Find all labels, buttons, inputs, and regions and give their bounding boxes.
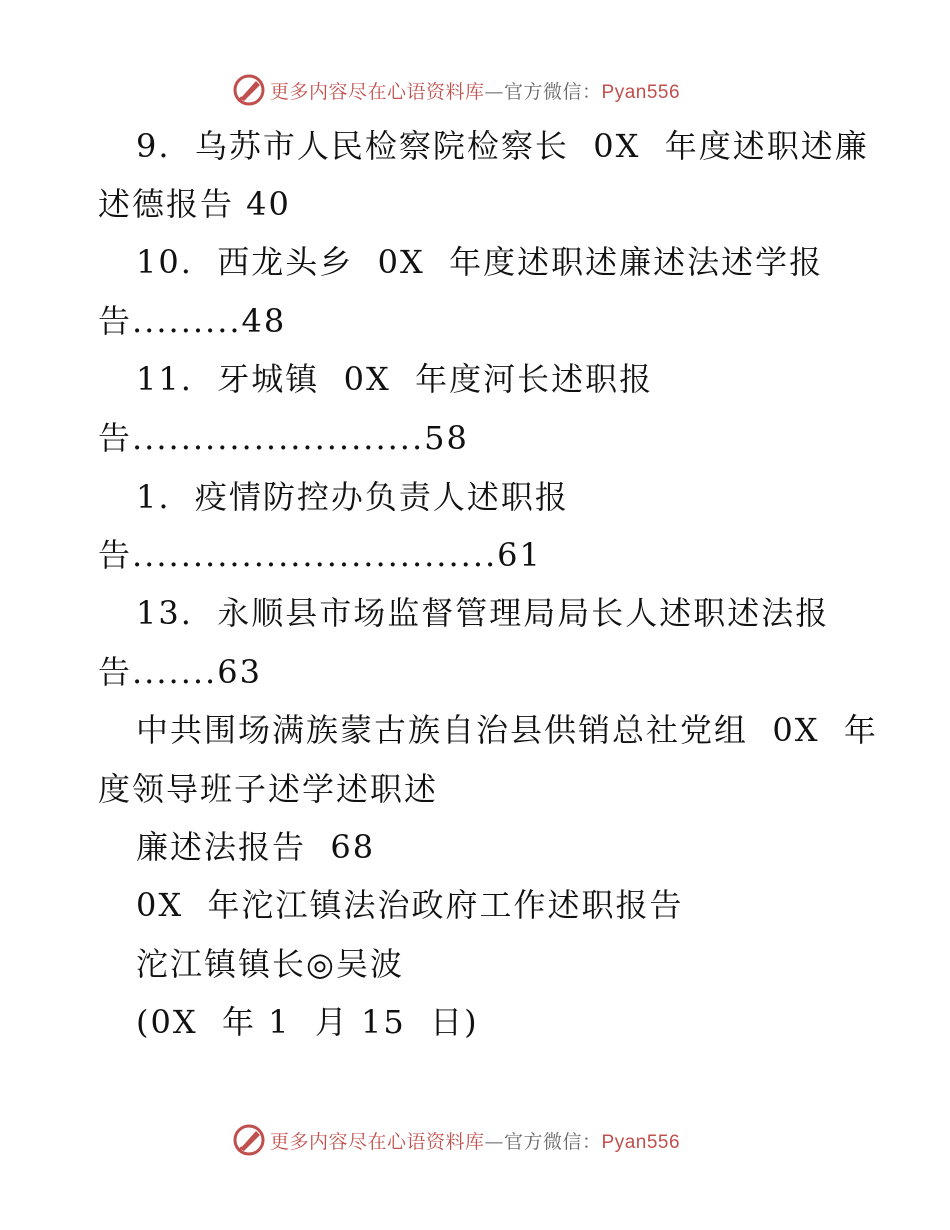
toc-entry-1: 1. 疫情防控办负责人述职报	[136, 478, 569, 516]
report-title: 0X 年沱江镇法治政府工作述职报告	[136, 886, 684, 924]
watermark-slogan: 更多内容尽在心语资料库	[270, 1130, 485, 1153]
toc-entry-1-cont: 告..............................61	[98, 536, 542, 574]
watermark-wechat-id: Pyan556	[601, 1131, 681, 1153]
toc-entry-11: 11. 牙城镇 0X 年度河长述职报	[136, 360, 654, 398]
toc-entry-weichang: 中共围场满族蒙古族自治县供销总社党组 0X 年	[136, 711, 878, 749]
toc-entry-9: 9. 乌苏市人民检察院检察长 0X 年度述职述廉	[136, 127, 869, 165]
watermark-header	[232, 70, 680, 110]
watermark-dash: —	[484, 1130, 505, 1153]
report-date: (0X 年 1 月 15 日)	[136, 1003, 479, 1041]
watermark-footer	[232, 1120, 680, 1160]
toc-entry-weichang-cont: 度领导班子述学述职述	[98, 770, 439, 808]
watermark-text	[270, 77, 680, 104]
watermark-wechat-label: 官方微信：	[504, 1130, 602, 1153]
toc-entry-10: 10. 西龙头乡 0X 年度述职述廉述法述学报	[136, 243, 824, 281]
toc-entry-weichang-cont2: 廉述法报告 68	[136, 828, 376, 866]
watermark-dash: —	[484, 80, 505, 103]
toc-entry-9-cont: 述德报告 40	[98, 185, 291, 223]
watermark-wechat-id: Pyan556	[601, 81, 681, 103]
toc-entry-13: 13. 永顺县市场监督管理局局长人述职述法报	[136, 594, 830, 632]
watermark-wechat-label: 官方微信：	[504, 80, 602, 103]
toc-entry-13-cont: 告.......63	[98, 653, 262, 691]
watermark-slogan: 更多内容尽在心语资料库	[270, 80, 485, 103]
toc-entry-10-cont: 告.........48	[98, 302, 287, 340]
report-author: 沱江镇镇长◎吴波	[136, 945, 404, 983]
watermark-text	[270, 1127, 680, 1154]
pen-logo-icon	[232, 1123, 266, 1157]
toc-entry-11-cont: 告........................58	[98, 419, 469, 457]
pen-logo-icon	[232, 73, 266, 107]
